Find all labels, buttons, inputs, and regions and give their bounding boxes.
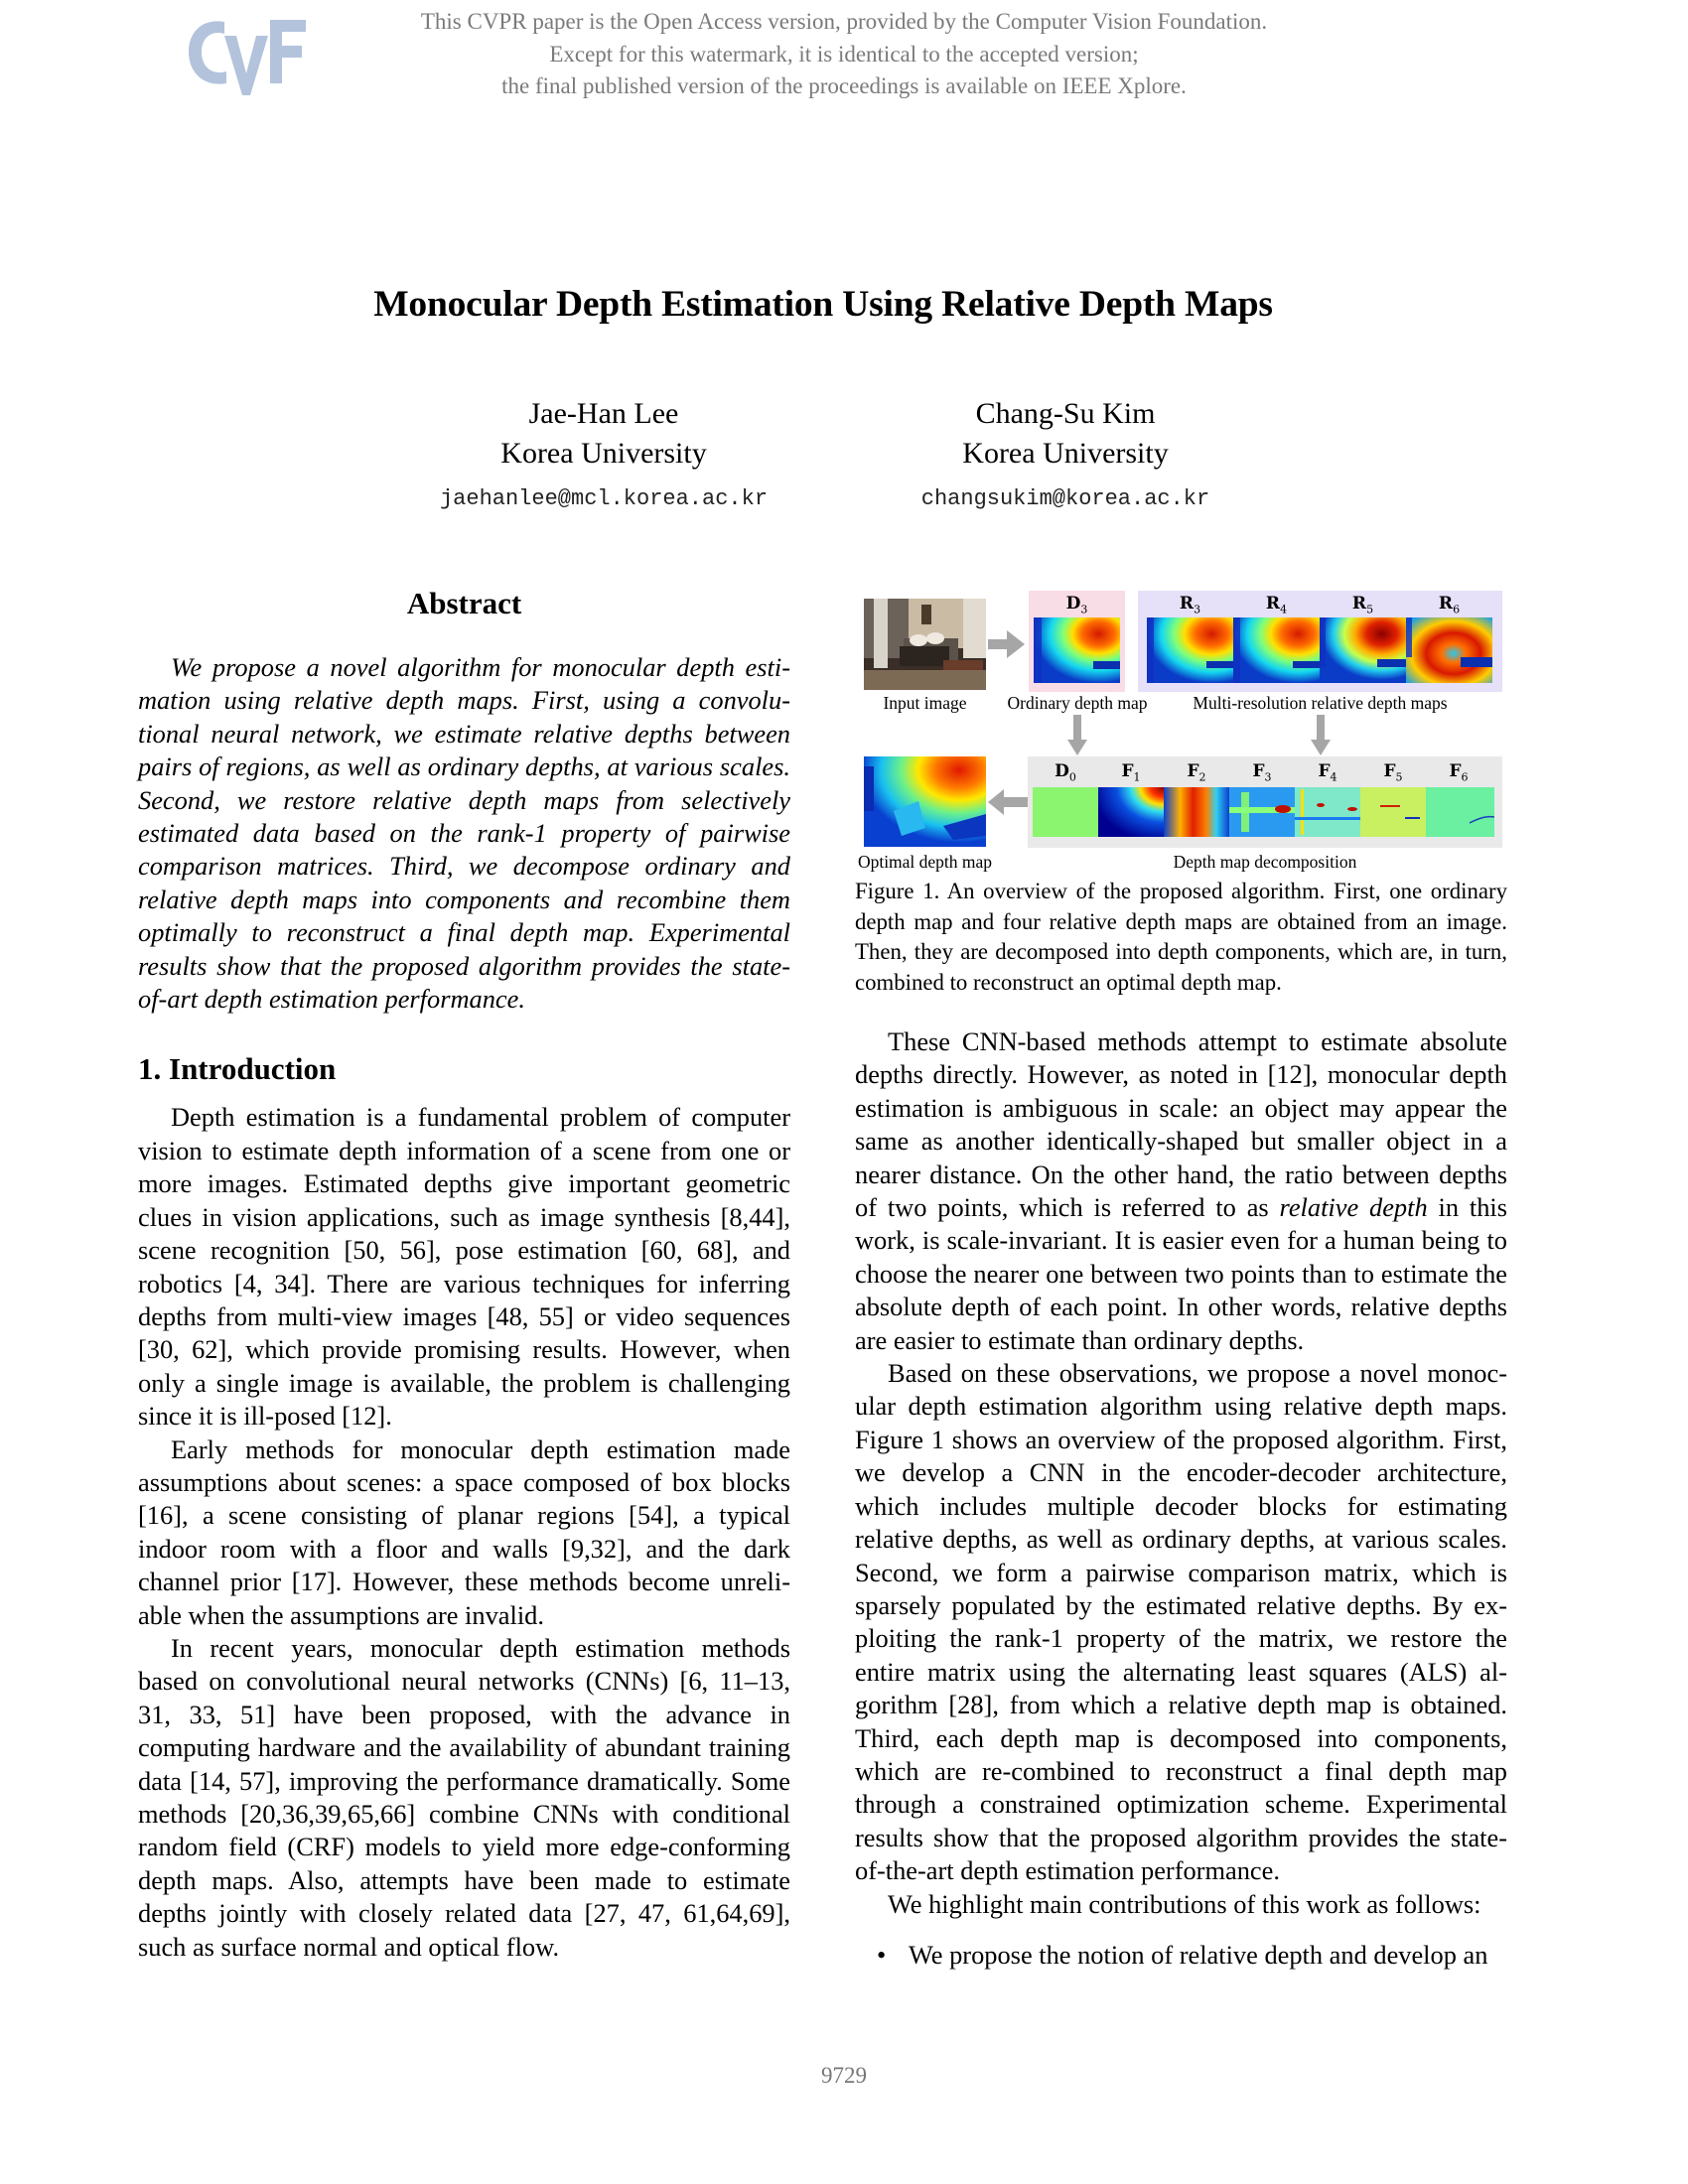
relative-depth-maps bbox=[1147, 617, 1492, 683]
paper-title: Monocular Depth Estimation Using Relative Depth Maps bbox=[373, 284, 1273, 325]
intro-paragraph: Depth estimation is a fundamental problem of computer vision to estimate depth information of a scene from one or more images. Estimated depths give important geometric clues in vision applications, such as image synthesis [8,44], scene recognition [50, 56], pose estimation [60, 68], and robotics [4, 34]. There are various techniques for inferring depths from multi-view images [48, 55] or video sequences [30, 62], which provide promising results. However, when only a single image is available, the problem is challenging since it is ill-posed [12]. bbox=[138, 1102, 790, 1432]
watermark-line: Except for this watermark, it is identical to the accepted version; bbox=[549, 41, 1139, 67]
label-relative-depth-maps: Multi-resolution relative depth maps bbox=[1193, 693, 1448, 713]
right-column bbox=[855, 1025, 1507, 1972]
symbol-f1: $F_1$ bbox=[1121, 761, 1141, 784]
author-name: Jae-Han Lee bbox=[528, 397, 679, 430]
symbol-d3: $D_3$ bbox=[1065, 594, 1088, 616]
watermark-line: the final published version of the proceedings is available on IEEE Xplore. bbox=[501, 73, 1187, 98]
emphasis-relative-depth: relative depth bbox=[1279, 1192, 1428, 1223]
author-affiliation: Korea University bbox=[500, 437, 707, 470]
intro-paragraph: These CNN-based methods attempt to estimate absolute depths directly. However, as noted in [12], monocular depth estimation is ambiguous in scale: an object may appear the same as another identically-shaped but smaller object in a nearer distance. On the other hand, the ratio between depths of two points, which is referred to as relative depth in this work, is scale-invariant. It is easier even for a human being to choose the nearer one between two points than to estimate the absolute depth of each point. In other words, relative depths are easier to estimate than ordinary depths. bbox=[855, 1026, 1508, 1355]
symbol-f4: $F_4$ bbox=[1318, 761, 1337, 784]
open-access-watermark bbox=[298, 6, 1390, 103]
label-ordinary-depth-map: Ordinary depth map bbox=[1007, 693, 1148, 713]
author-affiliation: Korea University bbox=[962, 437, 1169, 470]
symbol-r5: $R_5$ bbox=[1351, 594, 1374, 616]
author-block bbox=[867, 394, 1264, 513]
abstract-heading: Abstract bbox=[406, 586, 522, 620]
author-email[interactable]: jaehanlee@mcl.korea.ac.kr bbox=[439, 486, 769, 511]
arrow-left-icon bbox=[988, 789, 1004, 815]
intro-paragraph: In recent years, monocular depth estimation methods based on convolutional neural networks (CNNs) [6, 11–13, 31, 33, 51] have been proposed, with the advance in computing hardware and the availability of abundant training data [14, 57], improving the performance dramatically. Some methods [20,36,39,65,66] combine CNNs with conditional random field (CRF) models to yield more edge-conforming depth maps. Also, attempts have been made to estimate depths jointly with closely related data [27, 47, 61,64,69], such as surface normal and optical flow. bbox=[138, 1632, 790, 1962]
arrow-left-icon bbox=[1003, 797, 1029, 807]
intro-paragraph: Early methods for monocular depth estimation made assumptions about scenes: a space composed of box blocks [16], a scene consisting of planar regions [54], a typical indoor room with a floor and walls [9,32], and the dark channel prior [17]. However, these methods become unreliable when the assumptions are invalid. bbox=[138, 1433, 790, 1630]
contributions-list bbox=[855, 1939, 1507, 1972]
section-heading-introduction: 1. Introduction bbox=[138, 1051, 337, 1087]
input-image bbox=[864, 599, 986, 690]
page-number: 9729 bbox=[821, 2063, 867, 2088]
depth-map-d3 bbox=[1034, 617, 1120, 683]
symbol-f6: $F_6$ bbox=[1449, 761, 1469, 784]
symbol-d0: $D_0$ bbox=[1055, 761, 1076, 784]
symbol-r4: $R_4$ bbox=[1265, 594, 1288, 616]
cvf-logo-icon bbox=[185, 14, 308, 95]
intro-paragraph: Based on these observations, we propose a novel monocular depth estimation algorithm using relative depth maps. Figure 1 shows an overview of the proposed algorithm. First, we develop a CNN in the encoder-decoder architecture, which includes multiple decoder blocks for estimating relative depths, as well as ordinary depths, at various scales. Second, we form a pairwise comparison matrix, which is sparsely populated by the estimated relative depths. By exploiting the rank-1 property of the matrix, we restore the entire matrix using the alternating least squares (ALS) algorithm [28], from which a relative depth map is obtained. Third, each depth map is decomposed into components, which are re-combined to reconstruct a final depth map through a constrained optimization scheme. Experimental results show that the proposed algorithm provides the state-of-the-art depth estimation performance. bbox=[855, 1358, 1507, 1886]
label-depth-map-decomposition: Depth map decomposition bbox=[1173, 852, 1357, 872]
left-column bbox=[138, 586, 790, 1964]
symbol-f2: $F_2$ bbox=[1187, 761, 1206, 784]
symbol-r6: $R_6$ bbox=[1438, 594, 1461, 616]
symbol-f3: $F_3$ bbox=[1252, 761, 1272, 784]
label-input-image: Input image bbox=[883, 693, 967, 713]
optimal-depth-map bbox=[864, 756, 986, 847]
arrow-right-icon bbox=[988, 639, 1008, 649]
decomposition-maps bbox=[1033, 787, 1494, 837]
intro-paragraph: We highlight main contributions of this work as follows: bbox=[888, 1888, 1481, 1919]
list-item: • We propose the notion of relative depth and develop an bbox=[855, 1939, 1507, 1972]
author-email[interactable]: changsukim@korea.ac.kr bbox=[920, 486, 1210, 511]
arrow-right-icon bbox=[1007, 630, 1025, 658]
arrow-down-icon bbox=[1317, 715, 1325, 741]
figure-1-caption: Figure 1. An overview of the proposed algorithm. First, one ordinary depth map and four relative depth maps are obtained from an image. Then, they are decomposed into depth components, which are, in turn, combined to reconstruct an optimal depth map. bbox=[855, 879, 1507, 995]
arrow-down-icon bbox=[1311, 740, 1331, 755]
abstract-text: We propose a novel algorithm for monocular depth estimation using relative depth maps. First, using a convolutional neural network, we estimate relative depths between pairs of regions, as well as ordinary depths, at various scales. Second, we restore relative depth maps from selectively estimated data based on the rank-1 property of pairwise comparison matrices. Third, we decompose ordinary and relative depth maps into components and recombine them optimally to reconstruct a final depth map. Experimental results show that the proposed algorithm provides the state-of-art depth estimation performance. bbox=[138, 652, 790, 1015]
author-name: Chang-Su Kim bbox=[975, 397, 1156, 430]
symbol-f5: $F_5$ bbox=[1383, 761, 1403, 784]
label-optimal-depth-map: Optimal depth map bbox=[857, 852, 993, 872]
arrow-down-icon bbox=[1073, 715, 1081, 741]
symbol-r3: $R_3$ bbox=[1179, 594, 1201, 616]
author-block bbox=[405, 394, 802, 513]
watermark-line: This CVPR paper is the Open Access version, provided by the Computer Vision Foundation. bbox=[420, 9, 1268, 34]
arrow-down-icon bbox=[1067, 740, 1087, 755]
